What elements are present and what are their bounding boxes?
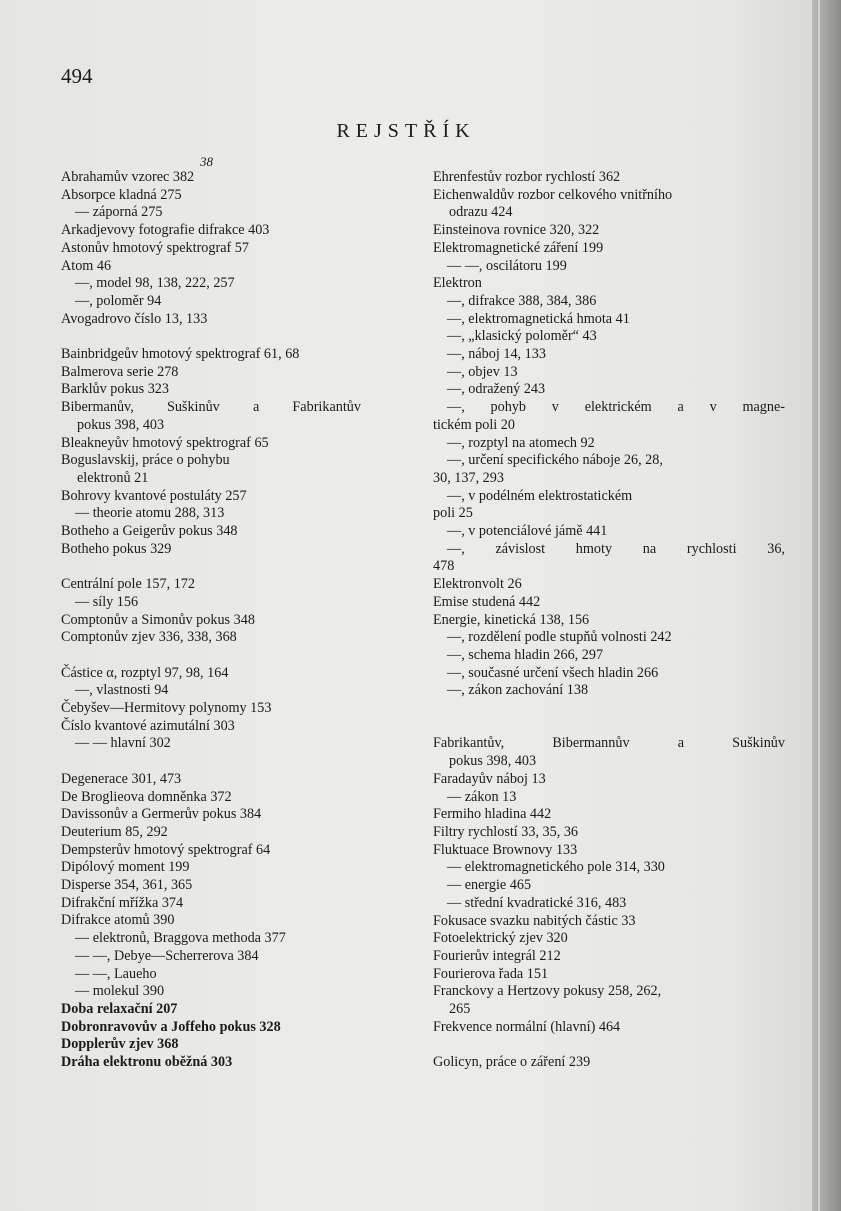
index-entry: Dempsterův hmotový spektrograf 64 [61, 841, 271, 858]
index-subentry: — —, oscilátoru 199 [447, 257, 567, 274]
index-subentry [433, 541, 785, 559]
index-entry: Disperse 354, 361, 365 [61, 877, 193, 894]
index-entry: Einsteinova rovnice 320, 322 [433, 222, 600, 239]
page-number: 494 [61, 64, 93, 88]
index-entry: Fourierova řada 151 [433, 965, 549, 982]
index-entry-continuation: 265 [449, 1001, 471, 1018]
word: a [677, 399, 684, 416]
index-entry: Astonův hmotový spektrograf 57 [61, 239, 249, 256]
index-entry: Golicyn, práce o záření 239 [433, 1054, 591, 1071]
index-entry: Balmerova serie 278 [61, 363, 179, 380]
index-entry: Dobronravovův a Joffeho pokus 328 [61, 1018, 281, 1035]
book-gutter-edge [812, 0, 841, 1211]
index-entry: Fermiho hladina 442 [433, 806, 552, 823]
index-subentry: — theorie atomu 288, 313 [75, 505, 225, 522]
word: Suškinův [166, 399, 220, 416]
index-entry: Ehrenfestův rozbor rychlostí 362 [433, 169, 621, 185]
index-subentry: — elektronů, Braggova methoda 377 [75, 930, 286, 947]
index-entry: Doba relaxační 207 [61, 1000, 178, 1017]
letter-gap [433, 1036, 785, 1054]
word: elektrickém [584, 399, 652, 416]
index-entry: De Broglieova domněnka 372 [61, 788, 232, 805]
index-entry: Čebyšev—Hermitovy polynomy 153 [61, 700, 272, 717]
index-entry: Částice α, rozptyl 97, 98, 164 [61, 664, 229, 681]
index-entry: Elektron [433, 275, 482, 292]
index-entry-continuation: pokus 398, 403 [77, 416, 165, 433]
index-entry: Bleakneyův hmotový spektrograf 65 [61, 434, 269, 451]
index-entry: Boguslavskij, práce o pohybu [61, 452, 230, 469]
index-subentry: — energie 465 [447, 877, 532, 894]
index-entry: Eichenwaldův rozbor celkového vnitřního [433, 186, 673, 203]
index-subentry: —, difrakce 388, 384, 386 [447, 292, 597, 309]
word: Suškinův [732, 735, 785, 752]
index-subentry: —, rozdělení podle stupňů volnosti 242 [447, 629, 672, 646]
index-entry: Faradayův náboj 13 [433, 770, 546, 787]
index-entry: Botheho pokus 329 [61, 540, 172, 557]
word: hmoty [575, 540, 613, 557]
index-entry: Abrahamův vzorec 382 [61, 169, 195, 185]
index-subentry: — síly 156 [75, 593, 139, 610]
word: Fabrikantův [292, 399, 361, 416]
index-entry: Difrakce atomů 390 [61, 912, 175, 929]
index-subentry: — zákon 13 [447, 788, 517, 805]
index-entry: Bainbridgeův hmotový spektrograf 61, 68 [61, 346, 300, 363]
word: na [642, 540, 657, 557]
index-subentry: — elektromagnetického pole 314, 330 [447, 859, 665, 876]
index-subentry: —, model 98, 138, 222, 257 [75, 275, 235, 292]
index-subentry [433, 399, 785, 417]
index-entry-continuation: 30, 137, 293 [433, 469, 504, 486]
index-entry [61, 399, 361, 417]
letter-gap [61, 647, 361, 665]
index-entry: Frekvence normální (hlavní) 464 [433, 1018, 621, 1035]
index-subentry: —, určení specifického náboje 26, 28, [447, 452, 663, 469]
index-subentry: —, v podélném elektrostatickém [447, 487, 633, 504]
letter-gap [61, 558, 361, 576]
index-subentry: — molekul 390 [75, 983, 165, 1000]
word: pohyb [490, 399, 526, 416]
index-subentry: —, odražený 243 [447, 381, 546, 398]
letter-gap [61, 328, 361, 346]
letter-gap [61, 753, 361, 771]
index-entry [433, 735, 785, 753]
index-entry: Dipólový moment 199 [61, 859, 190, 876]
index-column-right [433, 169, 785, 1072]
index-subentry: —, „klasický poloměr“ 43 [447, 328, 597, 345]
index-entry: Comptonův zjev 336, 338, 368 [61, 629, 237, 646]
index-entry: Fokusace svazku nabitých částic 33 [433, 912, 636, 929]
word: Bibermanův, [61, 399, 134, 416]
index-subentry: — —, Laueho [75, 965, 157, 982]
handwritten-annotation: 38 [200, 154, 213, 169]
index-entry: Fluktuace Brownovy 133 [433, 841, 578, 858]
index-entry: Absorpce kladná 275 [61, 186, 182, 203]
word: —, [447, 399, 465, 416]
index-subentry: —, vlastnosti 94 [75, 682, 169, 699]
index-subentry: —, v potenciálové jámě 441 [447, 523, 608, 540]
index-entry: Difrakční mřížka 374 [61, 894, 184, 911]
index-entry: Deuterium 85, 292 [61, 823, 168, 840]
index-entry: Barklův pokus 323 [61, 381, 169, 398]
index-entry-continuation: 478 [433, 558, 455, 575]
word: závislost [495, 540, 546, 557]
index-subentry: —, rozptyl na atomech 92 [447, 434, 595, 451]
index-entry: Elektronvolt 26 [433, 576, 522, 593]
index-entry: Atom 46 [61, 257, 112, 274]
index-subentry: —, schema hladin 266, 297 [447, 646, 604, 663]
index-entry: Comptonův a Simonův pokus 348 [61, 611, 255, 628]
index-column-left [61, 169, 361, 1072]
index-entry: Bohrovy kvantové postuláty 257 [61, 487, 247, 504]
index-entry: Elektromagnetické záření 199 [433, 239, 604, 256]
word: Bibermannův [552, 735, 630, 752]
index-entry: Centrální pole 157, 172 [61, 576, 195, 593]
index-entry: Fourierův integrál 212 [433, 947, 561, 964]
index-entry-continuation: odrazu 424 [449, 204, 513, 221]
index-entry: Degenerace 301, 473 [61, 770, 182, 787]
index-entry-continuation: pokus 398, 403 [449, 753, 537, 770]
index-entry: Filtry rychlostí 33, 35, 36 [433, 823, 579, 840]
index-entry: Fotoelektrický zjev 320 [433, 930, 568, 947]
index-subentry: — —, Debye—Scherrerova 384 [75, 947, 259, 964]
index-entry: Energie, kinetická 138, 156 [433, 611, 590, 628]
index-entry: Dráha elektronu oběžná 303 [61, 1054, 233, 1071]
index-entry-continuation: elektronů 21 [77, 469, 149, 486]
page-title: REJSTŘÍK [336, 120, 476, 142]
word: a [252, 399, 260, 416]
index-entry: Číslo kvantové azimutální 303 [61, 717, 235, 734]
index-subentry: — střední kvadratické 316, 483 [447, 894, 627, 911]
index-entry: Franckovy a Hertzovy pokusy 258, 262, [433, 983, 662, 1000]
index-entry: Avogadrovo číslo 13, 133 [61, 310, 208, 327]
word: v [551, 399, 559, 416]
index-subentry: —, poloměr 94 [75, 292, 162, 309]
letter-gap [433, 718, 785, 736]
index-entry: Dopplerův zjev 368 [61, 1036, 179, 1053]
index-entry: Arkadjevovy fotografie difrakce 403 [61, 222, 270, 239]
index-entry: Emise studená 442 [433, 593, 541, 610]
index-subentry: —, elektromagnetická hmota 41 [447, 310, 630, 327]
word: —, [447, 540, 465, 557]
word: magne- [742, 399, 785, 416]
word: v [709, 399, 717, 416]
index-subentry: — záporná 275 [75, 204, 163, 221]
word: a [677, 735, 685, 752]
word: rychlosti [686, 540, 737, 557]
index-subentry: —, zákon zachování 138 [447, 682, 589, 699]
letter-gap [433, 700, 785, 718]
index-subentry: —, současné určení všech hladin 266 [447, 664, 659, 681]
index-entry: Botheho a Geigerův pokus 348 [61, 523, 238, 540]
index-entry-continuation: poli 25 [433, 505, 473, 522]
index-entry: Davissonův a Germerův pokus 384 [61, 806, 262, 823]
index-entry-continuation: tickém poli 20 [433, 416, 515, 433]
word: 36, [767, 540, 785, 557]
index-subentry: —, náboj 14, 133 [447, 346, 546, 363]
index-subentry: —, objev 13 [447, 363, 518, 380]
index-subentry: — — hlavní 302 [75, 735, 171, 752]
word: Fabrikantův, [433, 735, 505, 752]
